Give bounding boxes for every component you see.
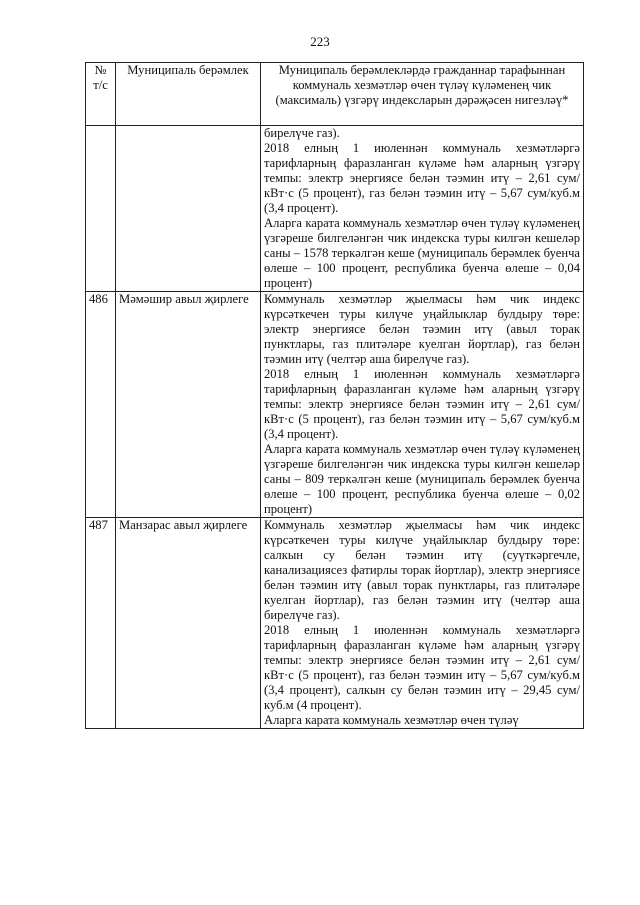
row-basis [261, 518, 584, 729]
row-basis [261, 126, 584, 292]
table-header-row [86, 63, 584, 126]
header-num-label: № т/с [93, 63, 108, 92]
row-basis [261, 292, 584, 518]
basis-paragraph: Аларга карата коммуналь хезмәтләр өчен түләү [264, 713, 519, 727]
basis-paragraph: Аларга карата коммуналь хезмәтләр өчен түләү күләменең үзгәреше билгеләнгән чик индекска туры килгән кешеләр саны – 1578 теркәлгән кеше (муниципаль берәмлек буенча өлеше – 100 процент, республика буенча өлеше – 0,04 процент) [264, 216, 580, 290]
row-num: 486 [86, 292, 116, 518]
row-municipality: Мәмәшир авыл җирлеге [116, 292, 261, 518]
row-municipality [116, 126, 261, 292]
basis-paragraph: 2018 елның 1 июленнән коммуналь хезмәтләргә тарифларның фаразланган күләме һәм аларның үзгәрү темпы: электр энергиясе белән тәэмин итү – 2,61 сум/кВт·с (5 процент), газ белән тәэмин итү – 5,67 сум/куб.м (3,4 процент). [264, 367, 580, 441]
municipal-index-table [85, 62, 584, 729]
header-basis [261, 63, 584, 126]
table-row [86, 518, 584, 729]
basis-paragraph: 2018 елның 1 июленнән коммуналь хезмәтләргә тарифларның фаразланган күләме һәм аларның үзгәрү темпы: электр энергиясе белән тәэмин итү – 2,61 сум/кВт·с (5 процент), газ белән тәэмин итү – 5,67 сум/куб.м (3,4 процент). [264, 141, 580, 215]
row-num: 487 [86, 518, 116, 729]
basis-paragraph: Аларга карата коммуналь хезмәтләр өчен түләү күләменең үзгәреше билгеләнгән чик индекска туры килгән кешеләр саны – 809 теркәлгән кеше (муниципаль берәмлек буенча өлеше – 100 процент, республика буенча өлеше – 0,02 процент) [264, 442, 580, 516]
page-number: 223 [310, 34, 330, 49]
row-municipality: Манзарас авыл җирлеге [116, 518, 261, 729]
header-municipality [116, 63, 261, 126]
basis-paragraph: 2018 елның 1 июленнән коммуналь хезмәтләргә тарифларның фаразланган күләме һәм аларның үзгәрү темпы: электр энергиясе белән тәэмин итү – 2,61 сум/кВт·с (5 процент), газ белән тәэмин итү – 5,67 сум/куб.м (3,4 процент), салкын су белән тәэмин итү – 29,45 сум/куб.м (4 процент). [264, 623, 580, 712]
table-row [86, 126, 584, 292]
basis-paragraph: Коммуналь хезмәтләр җыелмасы һәм чик индекс күрсәткечен туры килүче уңайлыклар булдыру төре: салкын су белән тәэмин итү (суүткәргечле, канализациясез фатирлы торак йортлар), электр энергиясе белән тәэмин итү (авыл торак пунктлары, газ плитәләре куелган йортлар), газ белән тәэмин итү (челтәр аша бирелүче газ). [264, 518, 580, 622]
header-basis-label: Муниципаль берәмлекләрдә гражданнар тарафыннан коммуналь хезмәтләр өчен түләү күләменең чик (максималь) үзгәрү индексларын дәрәҗәсен нигезләү* [275, 63, 569, 107]
row-num [86, 126, 116, 292]
basis-paragraph: Коммуналь хезмәтләр җыелмасы һәм чик индекс күрсәткечен туры килүче уңайлыклар булдыру төре: электр энергиясе белән тәэмин итү (авыл торак пунктлары, газ плитәләре куелган йортлар), газ белән тәэмин итү (челтәр аша бирелүче газ). [264, 292, 580, 366]
header-num [86, 63, 116, 126]
header-municipality-label: Муниципаль берәмлек [127, 63, 249, 77]
basis-paragraph: бирелүче газ). [264, 126, 340, 140]
table-row [86, 292, 584, 518]
